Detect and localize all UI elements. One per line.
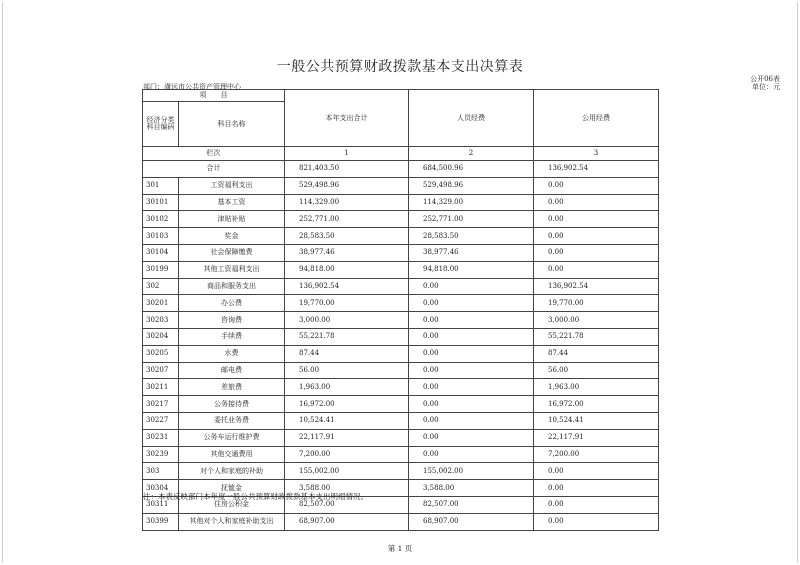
department-label: 部门：潢远市公共资产管理中心 <box>143 83 241 91</box>
row-name: 基本工资 <box>179 194 285 211</box>
row-name: 办公费 <box>179 295 285 312</box>
row-total: 529,498.96 <box>285 177 409 194</box>
expenditure-table <box>142 89 659 531</box>
row-total: 68,907.00 <box>285 513 409 530</box>
row-personnel: 0.00 <box>409 278 534 295</box>
row-code: 30231 <box>143 429 179 446</box>
row-public: 56.00 <box>534 362 659 379</box>
row-total: 155,002.00 <box>285 463 409 480</box>
table-row <box>143 228 659 245</box>
row-public: 16,972.00 <box>534 396 659 413</box>
table-row <box>143 429 659 446</box>
row-total: 10,524.41 <box>285 412 409 429</box>
row-personnel: 155,002.00 <box>409 463 534 480</box>
row-name: 其他工资福利支出 <box>179 261 285 278</box>
name-column-header: 科目名称 <box>179 102 285 147</box>
row-code: 30103 <box>143 228 179 245</box>
row-public: 19,770.00 <box>534 295 659 312</box>
row-personnel: 0.00 <box>409 412 534 429</box>
row-personnel: 0.00 <box>409 295 534 312</box>
row-personnel: 28,583.50 <box>409 228 534 245</box>
row-personnel: 94,818.00 <box>409 261 534 278</box>
row-total: 28,583.50 <box>285 228 409 245</box>
row-public: 0.00 <box>534 211 659 228</box>
row-public: 0.00 <box>534 261 659 278</box>
row-name: 其他对个人和家庭补助支出 <box>179 513 285 530</box>
row-name: 咨询费 <box>179 312 285 329</box>
row-personnel: 0.00 <box>409 396 534 413</box>
row-personnel: 252,771.00 <box>409 211 534 228</box>
total-row-total: 821,403.50 <box>285 161 409 178</box>
row-code: 30204 <box>143 328 179 345</box>
lanci-label: 栏次 <box>143 147 285 161</box>
row-code: 30311 <box>143 496 179 513</box>
row-code: 30207 <box>143 362 179 379</box>
table-row <box>143 312 659 329</box>
row-personnel: 82,507.00 <box>409 496 534 513</box>
total-row <box>143 161 659 178</box>
row-personnel: 0.00 <box>409 312 534 329</box>
row-name: 抚恤金 <box>179 480 285 497</box>
row-code: 30211 <box>143 379 179 396</box>
row-total: 7,200.00 <box>285 446 409 463</box>
table-row <box>143 194 659 211</box>
row-code: 30205 <box>143 345 179 362</box>
row-total: 252,771.00 <box>285 211 409 228</box>
row-code: 30304 <box>143 480 179 497</box>
row-code: 30201 <box>143 295 179 312</box>
row-code: 30104 <box>143 244 179 261</box>
row-personnel: 68,907.00 <box>409 513 534 530</box>
page-number: 第 1 页 <box>387 544 413 553</box>
total-row-public: 136,902.54 <box>534 161 659 178</box>
row-public: 10,524.41 <box>534 412 659 429</box>
row-personnel: 0.00 <box>409 362 534 379</box>
lanci-2: 2 <box>409 147 534 161</box>
row-code: 302 <box>143 278 179 295</box>
row-name: 公务车运行维护费 <box>179 429 285 446</box>
row-public: 0.00 <box>534 228 659 245</box>
table-row <box>143 345 659 362</box>
row-public: 0.00 <box>534 496 659 513</box>
row-personnel: 3,588.00 <box>409 480 534 497</box>
table-row <box>143 211 659 228</box>
row-code: 30239 <box>143 446 179 463</box>
row-public: 136,902.54 <box>534 278 659 295</box>
row-total: 16,972.00 <box>285 396 409 413</box>
row-public: 22,117.91 <box>534 429 659 446</box>
row-public: 87.44 <box>534 345 659 362</box>
row-code: 30227 <box>143 412 179 429</box>
row-personnel: 0.00 <box>409 429 534 446</box>
code-column-header: 经济分类科目编码 <box>143 102 179 147</box>
row-public: 0.00 <box>534 480 659 497</box>
row-name: 工资福利支出 <box>179 177 285 194</box>
row-name: 水费 <box>179 345 285 362</box>
row-total: 3,588.00 <box>285 480 409 497</box>
form-number: 公开06表 <box>750 75 780 83</box>
table-row <box>143 177 659 194</box>
unit-label: 单位：元 <box>752 83 780 91</box>
row-public: 0.00 <box>534 513 659 530</box>
total-column-header: 本年支出合计 <box>285 90 409 147</box>
row-total: 22,117.91 <box>285 429 409 446</box>
row-total: 3,000.00 <box>285 312 409 329</box>
table-row <box>143 396 659 413</box>
row-name: 津贴补贴 <box>179 211 285 228</box>
row-total: 82,507.00 <box>285 496 409 513</box>
row-public: 55,221.78 <box>534 328 659 345</box>
footnote: 注：本表反映部门本年度一般公共预算财政拨款基本支出明细情况。 <box>143 492 368 501</box>
row-personnel: 0.00 <box>409 446 534 463</box>
table-row <box>143 446 659 463</box>
lanci-3: 3 <box>534 147 659 161</box>
table-row <box>143 412 659 429</box>
table-row <box>143 261 659 278</box>
row-code: 30102 <box>143 211 179 228</box>
row-personnel: 38,977.46 <box>409 244 534 261</box>
table-row <box>143 379 659 396</box>
row-total: 94,818.00 <box>285 261 409 278</box>
table-row <box>143 328 659 345</box>
row-code: 30399 <box>143 513 179 530</box>
row-name: 住房公积金 <box>179 496 285 513</box>
row-name: 商品和服务支出 <box>179 278 285 295</box>
row-name: 奖金 <box>179 228 285 245</box>
row-name: 其他交通费用 <box>179 446 285 463</box>
table-row <box>143 244 659 261</box>
total-row-personnel: 684,500.96 <box>409 161 534 178</box>
total-row-label: 合计 <box>143 161 285 178</box>
row-total: 114,329.00 <box>285 194 409 211</box>
row-name: 公务接待费 <box>179 396 285 413</box>
row-total: 38,977.46 <box>285 244 409 261</box>
row-personnel: 0.00 <box>409 328 534 345</box>
row-name: 委托业务费 <box>179 412 285 429</box>
table-row <box>143 513 659 530</box>
row-total: 1,963.00 <box>285 379 409 396</box>
row-public: 7,200.00 <box>534 446 659 463</box>
row-code: 30199 <box>143 261 179 278</box>
row-public: 1,963.00 <box>534 379 659 396</box>
table-row <box>143 463 659 480</box>
header-row-group <box>143 90 659 102</box>
row-public: 0.00 <box>534 463 659 480</box>
page-title: 一般公共预算财政拨款基本支出决算表 <box>276 59 524 75</box>
row-name: 对个人和家庭的补助 <box>179 463 285 480</box>
row-personnel: 0.00 <box>409 379 534 396</box>
row-code: 30203 <box>143 312 179 329</box>
row-name: 社会保障缴费 <box>179 244 285 261</box>
row-code: 30101 <box>143 194 179 211</box>
row-name: 手续费 <box>179 328 285 345</box>
row-total: 56.00 <box>285 362 409 379</box>
row-personnel: 529,498.96 <box>409 177 534 194</box>
row-personnel: 0.00 <box>409 345 534 362</box>
lanci-row <box>143 147 659 161</box>
row-total: 55,221.78 <box>285 328 409 345</box>
table-row <box>143 362 659 379</box>
table-row <box>143 278 659 295</box>
row-code: 30217 <box>143 396 179 413</box>
row-total: 19,770.00 <box>285 295 409 312</box>
row-public: 0.00 <box>534 194 659 211</box>
row-total: 87.44 <box>285 345 409 362</box>
row-total: 136,902.54 <box>285 278 409 295</box>
row-public: 0.00 <box>534 177 659 194</box>
personnel-column-header: 人员经费 <box>409 90 534 147</box>
lanci-1: 1 <box>285 147 409 161</box>
row-personnel: 114,329.00 <box>409 194 534 211</box>
item-group-header: 项 目 <box>143 90 285 102</box>
public-column-header: 公用经费 <box>534 90 659 147</box>
table-row <box>143 295 659 312</box>
row-code: 301 <box>143 177 179 194</box>
row-public: 0.00 <box>534 244 659 261</box>
row-public: 3,000.00 <box>534 312 659 329</box>
row-name: 邮电费 <box>179 362 285 379</box>
row-name: 差旅费 <box>179 379 285 396</box>
row-code: 303 <box>143 463 179 480</box>
